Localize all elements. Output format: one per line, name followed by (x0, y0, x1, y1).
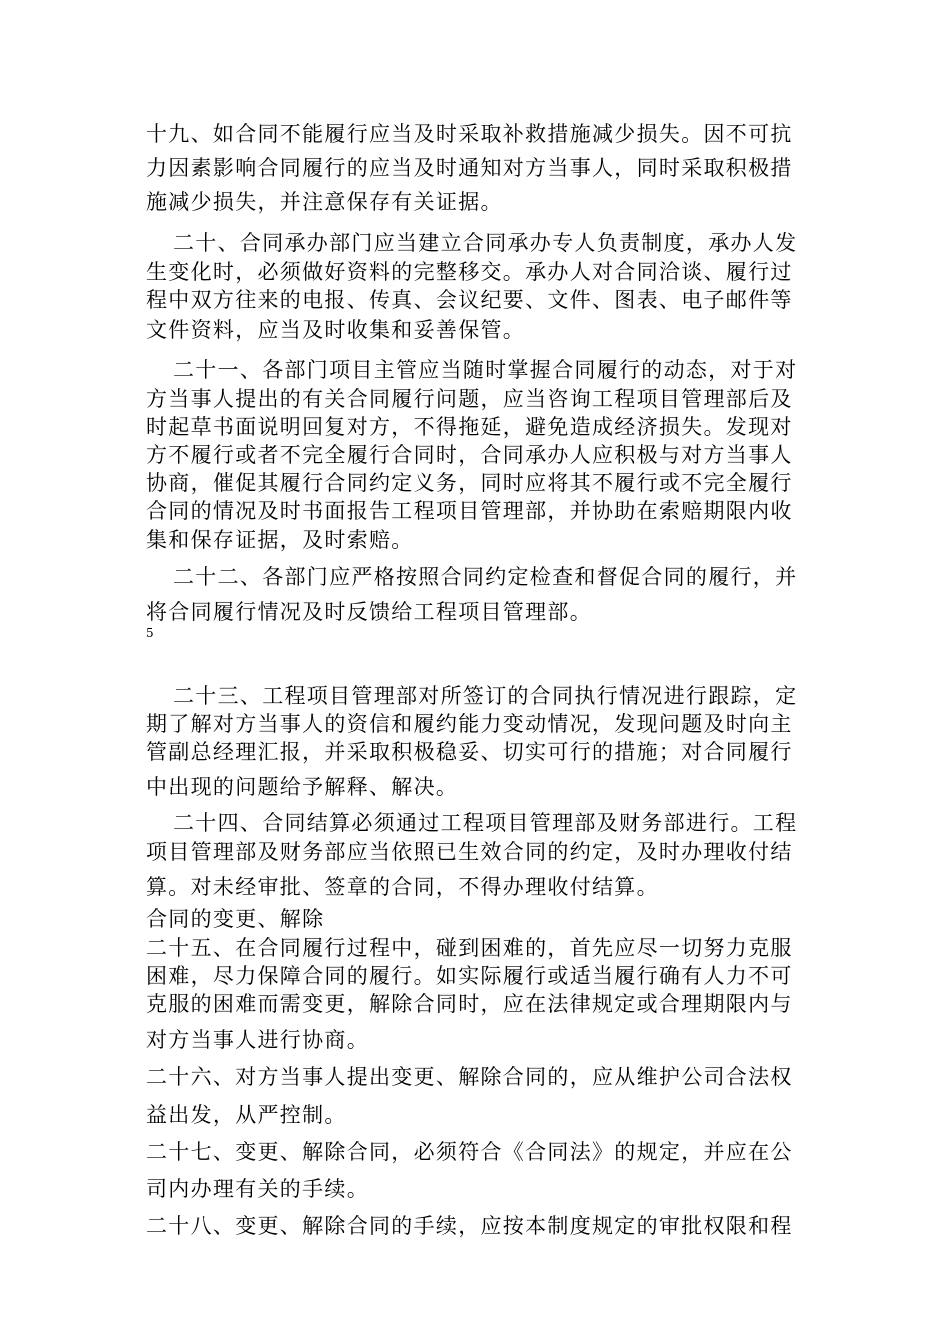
paragraph-19-line-2: 力因素影响合同履行的应当及时通知对方当事人，同时采取积极措 (146, 156, 793, 180)
paragraph-21-line-5: 协商，催促其履行合同约定义务，同时应将其不履行或不完全履行 (146, 471, 793, 495)
paragraph-23-line-2: 期了解对方当事人的资信和履约能力变动情况，发现问题及时向主 (146, 712, 793, 736)
paragraph-25-line-2: 困难，尽力保障合同的履行。如实际履行或适当履行确有人力不可 (146, 964, 793, 988)
paragraph-21-line-3: 时起草书面说明回复对方，不得拖延，避免造成经济损失。发现对 (146, 415, 793, 439)
paragraph-19-line-1: 十九、如合同不能履行应当及时采取补救措施减少损失。因不可抗 (146, 122, 793, 146)
paragraph-21-line-4: 方不履行或者不完全履行合同时，合同承办人应积极与对方当事人 (146, 443, 793, 467)
paragraph-26-line-1: 二十六、对方当事人提出变更、解除合同的，应从维护公司合法权 (146, 1065, 793, 1089)
paragraph-23-line-4: 中出现的问题给予解释、解决。 (146, 775, 459, 799)
paragraph-23-line-1: 二十三、工程项目管理部对所签订的合同执行情况进行跟踪，定 (173, 684, 798, 708)
paragraph-25-line-4: 对方当事人进行协商。 (146, 1028, 369, 1052)
paragraph-22-line-2: 将合同履行情况及时反馈给工程项目管理部。 (146, 600, 592, 624)
paragraph-24-line-2: 项目管理部及财务部应当依照已生效合同的约定，及时办理收付结 (146, 840, 793, 864)
paragraph-21-line-7: 集和保存证据，及时索赔。 (146, 528, 414, 552)
paragraph-20-line-1: 二十、合同承办部门应当建立合同承办专人负责制度，承办人发 (173, 231, 798, 255)
paragraph-21-line-2: 方当事人提出的有关合同履行问题，应当咨询工程项目管理部后及 (146, 387, 793, 411)
paragraph-24-line-3: 算。对未经审批、签章的合同，不得办理收付结算。 (146, 875, 659, 899)
paragraph-19-line-3: 施减少损失，并注意保存有关证据。 (146, 190, 503, 214)
page-number: 5 (146, 626, 154, 640)
paragraph-26-line-2: 益出发，从严控制。 (146, 1103, 347, 1127)
paragraph-27-line-2: 司内办理有关的手续。 (146, 1177, 369, 1201)
paragraph-22-line-1: 二十二、各部门应严格按照合同约定检查和督促合同的履行，并 (173, 565, 798, 589)
paragraph-28-line-1: 二十八、变更、解除合同的手续，应按本制度规定的审批权限和程 (146, 1214, 793, 1238)
paragraph-21-line-1: 二十一、各部门项目主管应当随时掌握合同履行的动态，对于对 (173, 358, 798, 382)
section-heading: 合同的变更、解除 (146, 907, 325, 931)
paragraph-24-line-1: 二十四、合同结算必须通过工程项目管理部及财务部进行。工程 (173, 811, 798, 835)
paragraph-20-line-3: 程中双方往来的电报、传真、会议纪要、文件、图表、电子邮件等 (146, 288, 793, 312)
paragraph-25-line-1: 二十五、在合同履行过程中，碰到困难的，首先应尽一切努力克服 (146, 936, 793, 960)
paragraph-25-line-3: 克服的困难而需变更，解除合同时，应在法律规定或合理期限内与 (146, 992, 793, 1016)
paragraph-20-line-4: 文件资料，应当及时收集和妥善保管。 (146, 318, 526, 342)
paragraph-20-line-2: 生变化时，必须做好资料的完整移交。承办人对合同洽谈、履行过 (146, 260, 793, 284)
paragraph-21-line-6: 合同的情况及时书面报告工程项目管理部，并协助在索赔期限内收 (146, 499, 793, 523)
paragraph-23-line-3: 管副总经理汇报，并采取积极稳妥、切实可行的措施；对合同履行 (146, 740, 793, 764)
paragraph-27-line-1: 二十七、变更、解除合同，必须符合《合同法》的规定，并应在公 (146, 1140, 793, 1164)
